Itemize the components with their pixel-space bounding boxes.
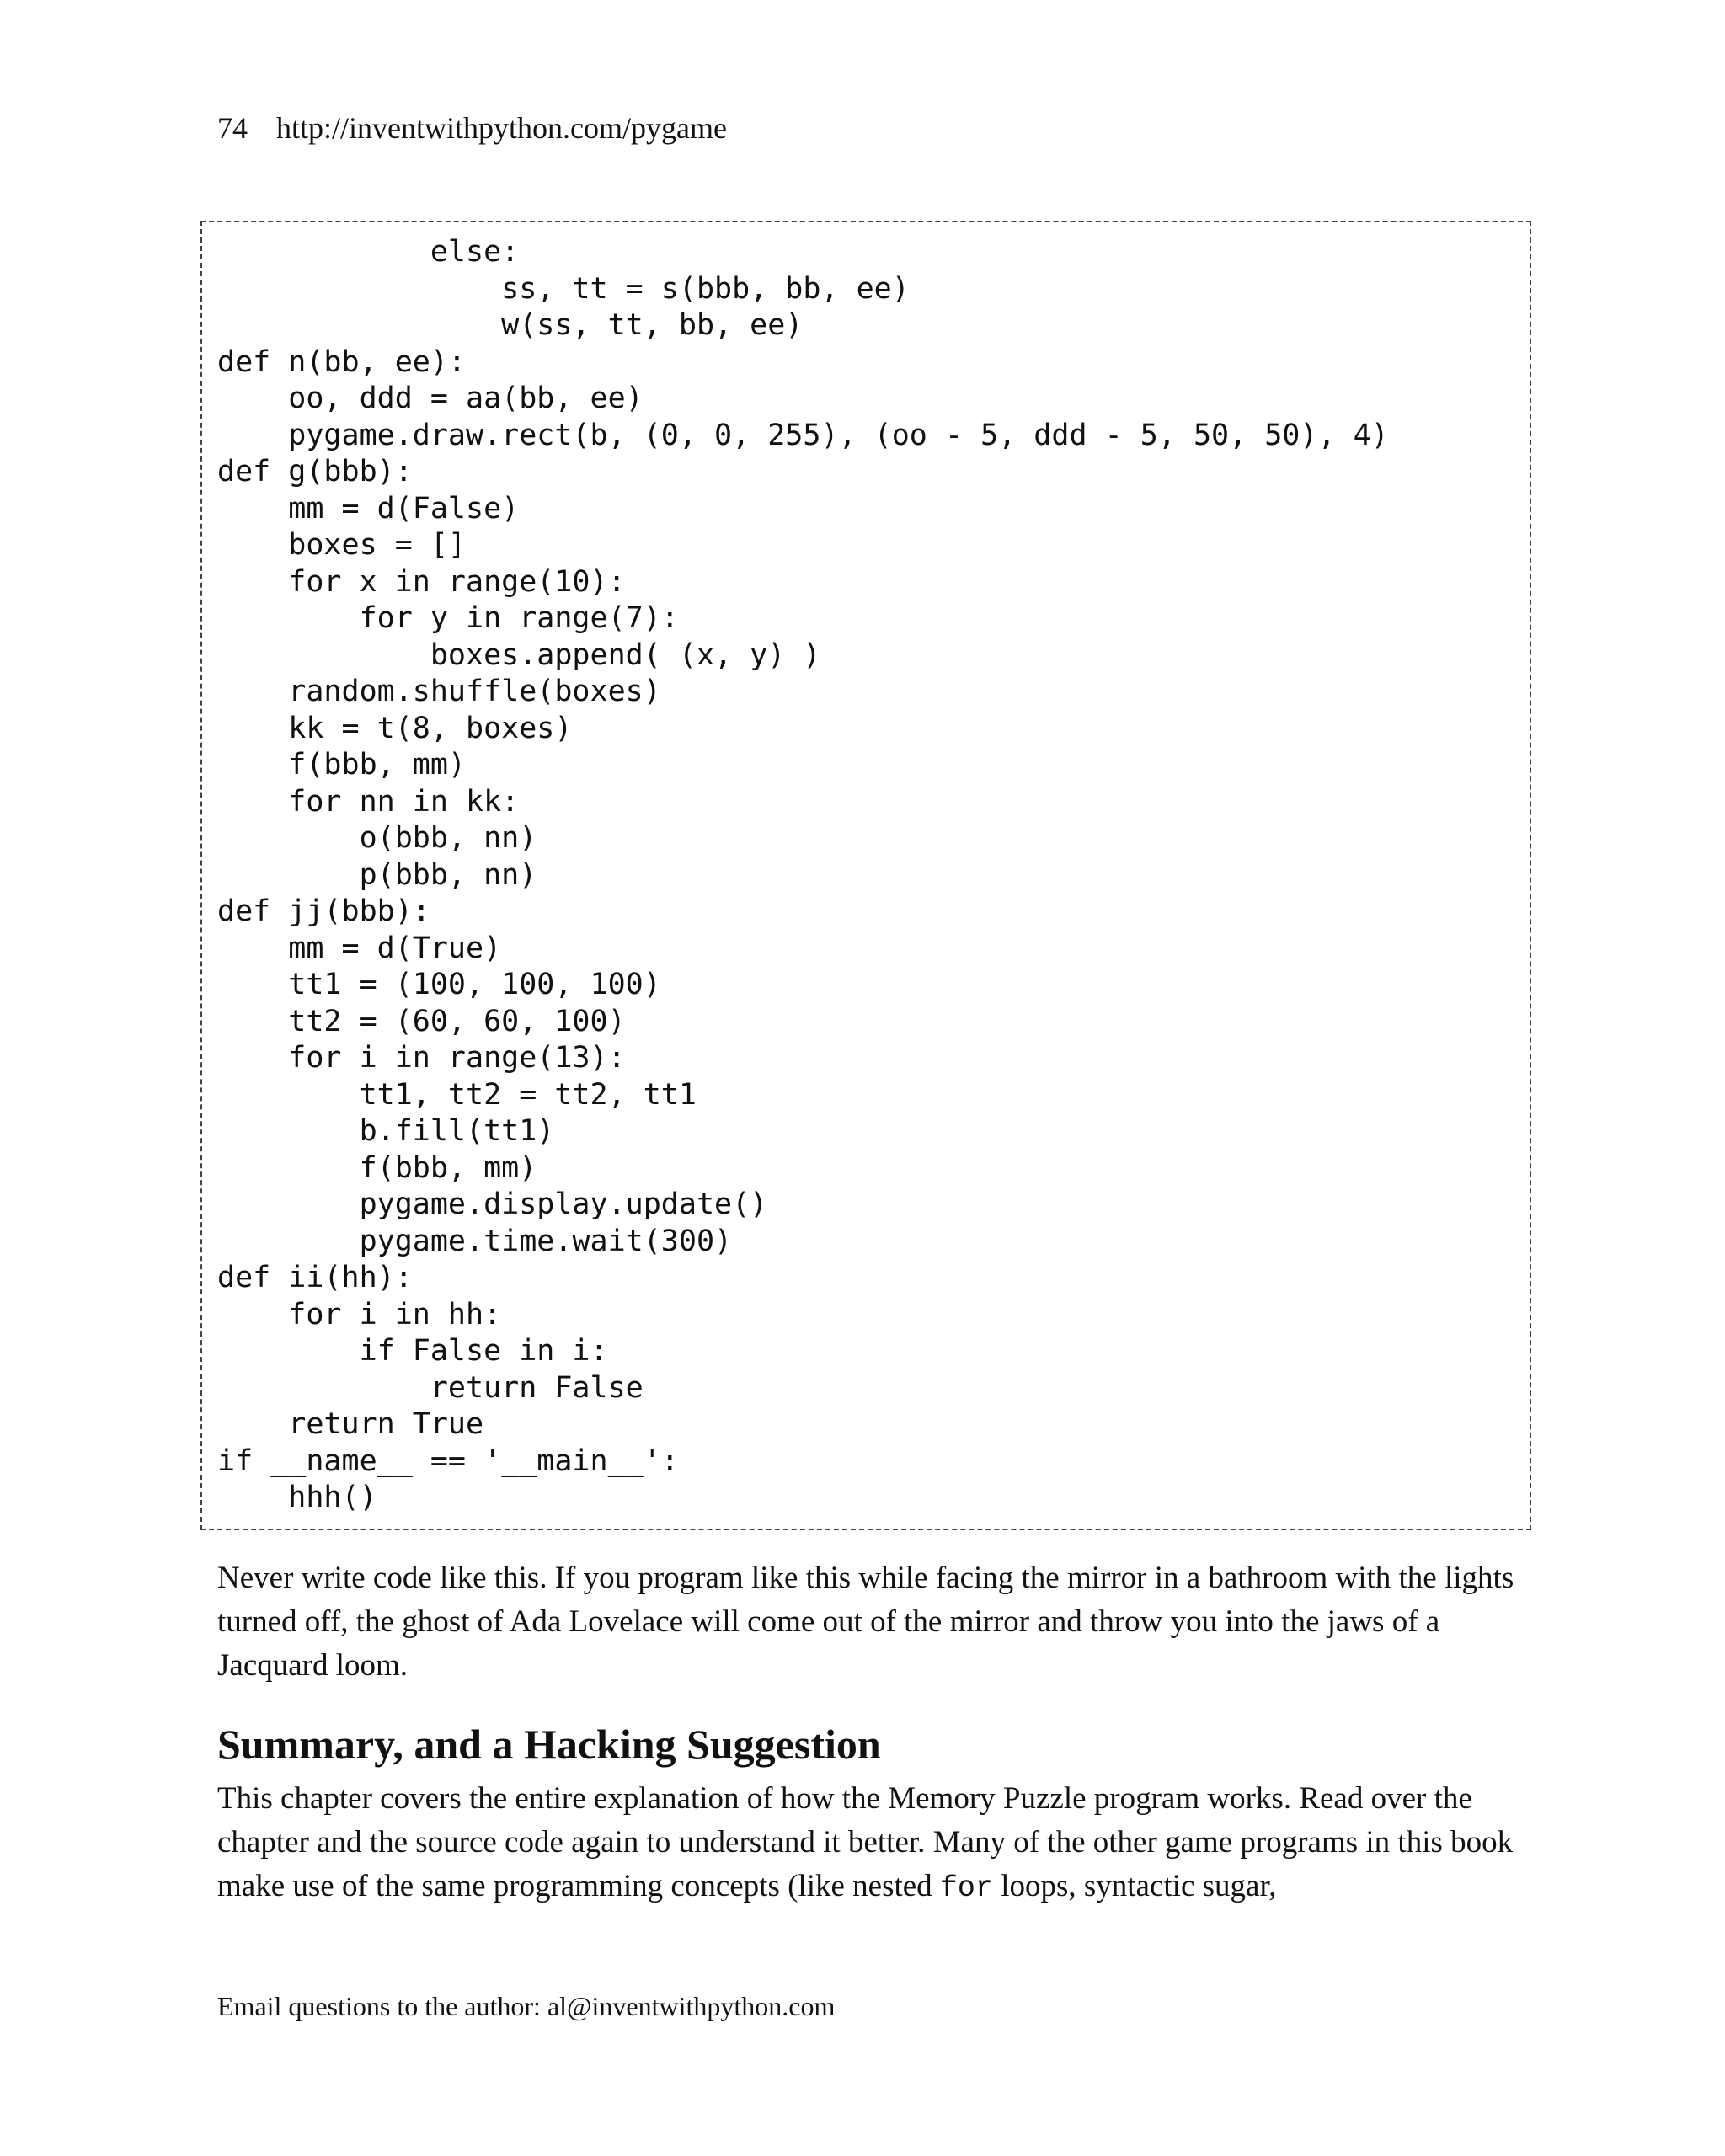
code-line: return True: [217, 1407, 484, 1441]
code-line: tt1, tt2 = tt2, tt1: [217, 1077, 697, 1112]
code-line: random.shuffle(boxes): [217, 675, 661, 708]
paragraph-2-text-end: loops, syntactic sugar,: [992, 1869, 1277, 1903]
inline-code-for: for: [939, 1871, 993, 1905]
body-paragraph-2: [217, 1777, 1531, 1910]
code-line: boxes = []: [217, 528, 467, 562]
header-url: http://inventwithpython.com/pygame: [276, 111, 727, 145]
code-line: def jj(bbb):: [217, 894, 430, 928]
code-line: b.fill(tt1): [217, 1114, 555, 1148]
code-line: f(bbb, mm): [217, 748, 467, 782]
code-line: else:: [217, 235, 520, 269]
code-line: mm = d(False): [217, 491, 520, 526]
code-line: w(ss, tt, bb, ee): [217, 308, 804, 342]
code-line: for x in range(10):: [217, 564, 626, 599]
code-line: def n(bb, ee):: [217, 344, 467, 379]
code-line: for nn in kk:: [217, 784, 520, 819]
code-line: pygame.time.wait(300): [217, 1224, 733, 1258]
page-header: [217, 108, 727, 148]
code-line: ss, tt = s(bbb, bb, ee): [217, 271, 910, 306]
code-lines: [217, 234, 1389, 1517]
code-line: pygame.draw.rect(b, (0, 0, 255), (oo - 5, ddd - 5, 50, 50), 4): [217, 418, 1389, 452]
page-footer: Email questions to the author: al@inventwithpython.com: [217, 1991, 836, 2021]
paragraph-2-text-start: This chapter covers the entire explanation of how the Memory Puzzle program works. Read over the chapter and the source code again to understand it better. Many of the other game programs in this book make use of the same programming concepts (like nested: [217, 1781, 1514, 1903]
section-heading: Summary, and a Hacking Suggestion: [217, 1721, 881, 1768]
code-line: tt2 = (60, 60, 100): [217, 1004, 626, 1038]
code-line: def ii(hh):: [217, 1261, 413, 1294]
code-listing-box: [200, 221, 1531, 1530]
page-number: 74: [217, 111, 248, 145]
code-line: f(bbb, mm): [217, 1150, 537, 1185]
code-line: if False in i:: [217, 1334, 608, 1368]
code-line: kk = t(8, boxes): [217, 711, 573, 745]
code-line: boxes.append( (x, y) ): [217, 638, 821, 672]
code-line: tt1 = (100, 100, 100): [217, 968, 661, 1001]
code-line: mm = d(True): [217, 931, 502, 965]
body-paragraph-1: Never write code like this. If you program like this while facing the mirror in a bathroom with the lights turned off, the ghost of Ada Lovelace will come out of the mirror and throw you into the jaws of a Jacquard loom.: [217, 1561, 1514, 1683]
code-line: def g(bbb):: [217, 455, 413, 488]
code-line: for i in range(13):: [217, 1041, 626, 1075]
code-line: for y in range(7):: [217, 601, 679, 635]
code-line: p(bbb, nn): [217, 857, 537, 892]
code-line: pygame.display.update(): [217, 1187, 768, 1221]
code-line: o(bbb, nn): [217, 821, 537, 855]
code-line: oo, ddd = aa(bb, ee): [217, 382, 644, 415]
code-line: return False: [217, 1370, 644, 1405]
code-line: for i in hh:: [217, 1297, 502, 1331]
code-line: hhh(): [217, 1481, 377, 1514]
code-line: if __name__ == '__main__':: [217, 1444, 679, 1478]
